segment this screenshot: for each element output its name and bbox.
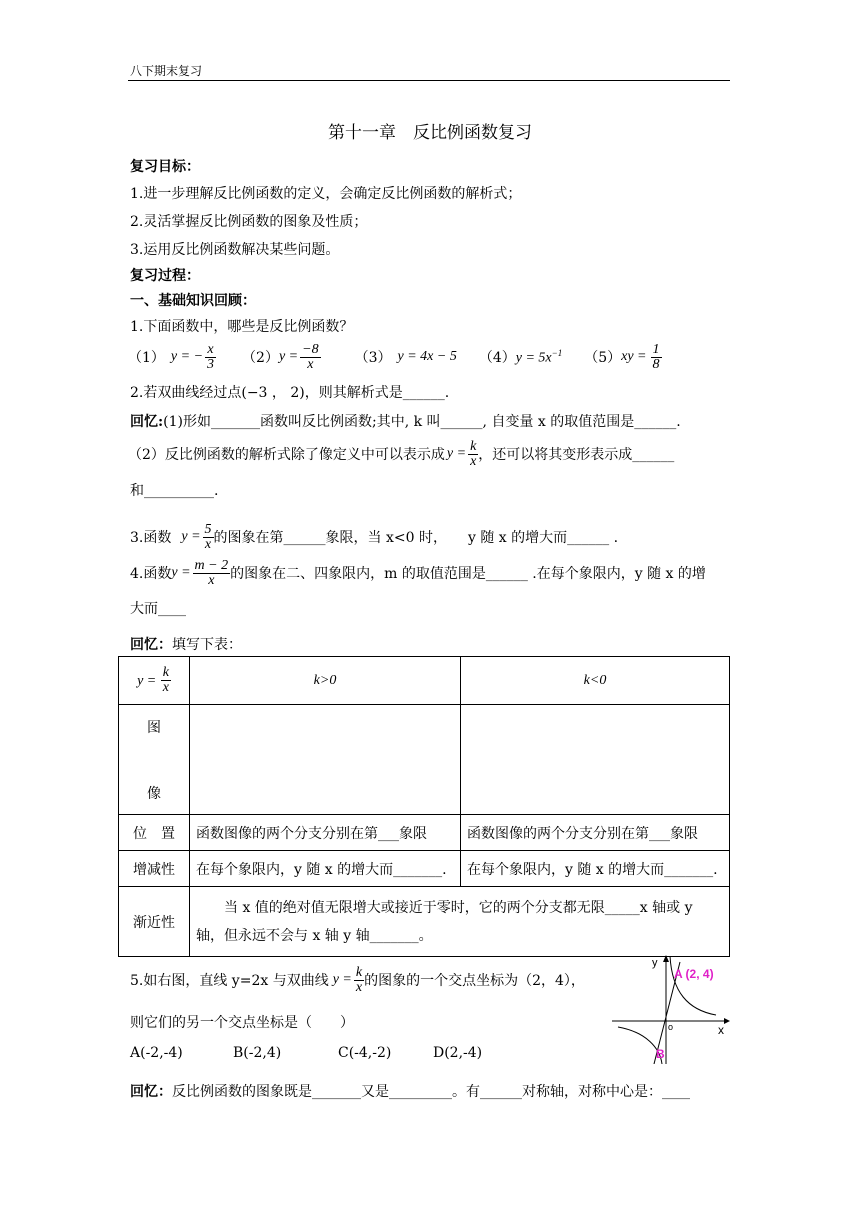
- formula-text: y = 4x − 5: [397, 349, 457, 364]
- origin-label: o: [668, 1022, 674, 1032]
- option-label: （3）: [354, 350, 392, 366]
- recall-text: ，还可以将其变形表示成______: [478, 447, 675, 463]
- table-cell-monotonicity: 在每个象限内，y 随 x 的增大而_______.: [461, 851, 730, 887]
- fraction: $\frac{k}{x}$: [162, 665, 169, 695]
- hyperbola-branch-first: [670, 956, 716, 1015]
- point-a-label: A (2, 4): [674, 967, 714, 981]
- y-axis-label: y: [652, 957, 658, 969]
- question-text: 的图象的一个交点坐标为（2，4），: [364, 973, 585, 989]
- option-label: （4）: [478, 350, 516, 366]
- recall-text: 填写下表：: [172, 637, 242, 653]
- option-c[interactable]: C(-4,-2): [338, 1045, 392, 1061]
- fraction: $\frac{m - 2}{x}$: [194, 557, 229, 588]
- review-table: [118, 656, 730, 957]
- table-row-label-asymptote: 渐近性: [119, 887, 190, 957]
- question-2: 2.若双曲线经过点(−3 ， 2)，则其解析式是______.: [130, 385, 450, 401]
- table-row-label-monotonicity: 增减性: [119, 851, 190, 887]
- point-b-label: B: [656, 1047, 665, 1061]
- option-b[interactable]: B(-2,4): [233, 1045, 282, 1061]
- fraction: $\frac{5}{x}$: [204, 521, 212, 552]
- table-cell-monotonicity: 在每个象限内，y 随 x 的增大而_______.: [190, 851, 461, 887]
- table-cell-image-k-negative[interactable]: [461, 705, 730, 815]
- table-row-label-image: 图 像: [119, 705, 190, 815]
- goals-heading: 复习目标：: [130, 159, 200, 175]
- question-3: [130, 518, 618, 556]
- question-1-options: [128, 340, 662, 374]
- recall-text: 反比例函数的图象既是_______又是_________。有______对称轴，对称中心是：____: [172, 1084, 690, 1100]
- option-label: （5）: [584, 350, 622, 366]
- question-text: 3.函数: [130, 530, 172, 546]
- formula-text: y =: [181, 529, 201, 544]
- goal-item: 3.运用反比例函数解决某些问题。: [130, 242, 340, 258]
- question-text: 的图象在二、四象限内，m 的取值范围是______ .在每个象限内，y 随 x 的增: [230, 566, 706, 582]
- recall-text: （2）反比例函数的解析式除了像定义中可以表示成: [128, 447, 445, 463]
- section-heading: 一、基础知识回顾：: [130, 293, 256, 309]
- question-text: 的图象在第______象限，当 x<0 时， y 随 x 的增大而______ .: [213, 530, 619, 546]
- option-a[interactable]: A(-2,-4): [130, 1045, 183, 1061]
- question-5: [130, 960, 585, 1000]
- fraction: $\frac{k}{x}$: [355, 964, 363, 995]
- option-label: （2）: [242, 350, 279, 366]
- table-cell-asymptote: 当 x 值的绝对值无限增大或接近于零时，它的两个分支都无限_____x 轴或 y 轴，但永远不会与 x 轴 y 轴_______。: [190, 887, 730, 957]
- question-5-line-2: 则它们的另一个交点坐标是（ ）: [130, 1015, 354, 1031]
- option-label: （1）: [128, 350, 165, 366]
- recall-1-line-2: [128, 434, 674, 474]
- formula-text: y =: [171, 565, 191, 580]
- recall-label: 回忆：: [130, 637, 172, 653]
- recall-3: [130, 1081, 690, 1101]
- page-title: 第十一章 反比例函数复习: [328, 123, 532, 143]
- table-cell-position: 函数图像的两个分支分别在第___象限: [190, 815, 461, 851]
- x-axis-label: x: [718, 1023, 724, 1037]
- page-header: 八下期末复习: [130, 64, 203, 78]
- table-header-k-positive: k>0: [190, 657, 461, 705]
- recall-label: 回忆:: [130, 414, 164, 430]
- question-4-line-2: 大而____: [130, 601, 186, 617]
- option-d[interactable]: D(2,-4): [433, 1045, 483, 1061]
- fraction: $\frac{-8}{x}$: [302, 341, 319, 372]
- fraction: $\frac{1}{8}$: [652, 341, 660, 372]
- x-axis-arrow: [724, 1018, 730, 1024]
- formula-text: y =: [446, 446, 467, 461]
- recall-label: 回忆：: [130, 1084, 172, 1100]
- process-heading: 复习过程：: [130, 268, 200, 284]
- table-row-label-position: 位 置: [119, 815, 190, 851]
- fraction: $\frac{k}{x}$: [470, 438, 477, 469]
- question-text: 4.函数: [130, 566, 172, 582]
- formula-text: xy =: [621, 349, 647, 364]
- header-rule: [128, 80, 730, 81]
- formula-text: y = −: [170, 349, 204, 364]
- table-cell-position: 函数图像的两个分支分别在第___象限: [461, 815, 730, 851]
- y-axis-arrow: [663, 955, 669, 962]
- table-header-k-negative: k<0: [461, 657, 730, 705]
- formula-text: $y = 5x^{-1}$: [515, 347, 563, 366]
- table-header-formula: y = $\frac{k}{x}$: [119, 657, 190, 705]
- question-4: [130, 553, 706, 593]
- recall-text: (1)形如_______函数叫反比例函数;其中, k 叫______, 自变量 x 的取值范围是______.: [163, 414, 681, 430]
- fraction: $\frac{x}{3}$: [207, 341, 215, 372]
- goal-item: 2.灵活掌握反比例函数的图象及性质；: [130, 214, 368, 230]
- goal-item: 1.进一步理解反比例函数的定义，会确定反比例函数的解析式；: [130, 186, 522, 202]
- table-cell-image-k-positive[interactable]: [190, 705, 461, 815]
- question-1-stem: 1.下面函数中，哪些是反比例函数？: [130, 319, 354, 335]
- recall-1-line-3: 和__________.: [130, 483, 219, 499]
- question-text: 5.如右图，直线 y=2x 与双曲线: [130, 973, 329, 989]
- recall-1-line-1: [130, 411, 681, 431]
- hyperbola-graph: [612, 952, 732, 1064]
- recall-2: [130, 634, 242, 654]
- formula-text: y =: [332, 972, 352, 987]
- formula-text: y =: [278, 349, 299, 364]
